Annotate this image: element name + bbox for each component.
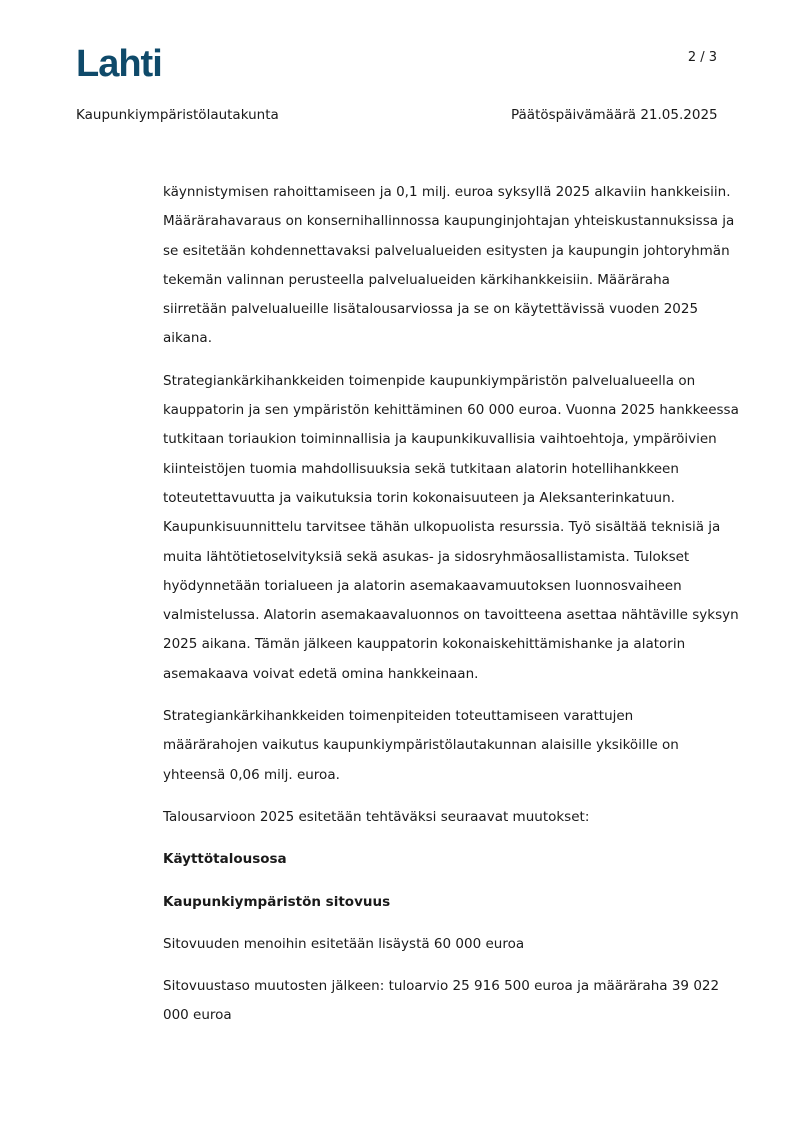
- text-line: Sitovuustaso muutosten jälkeen: tuloarvio 25 916 500 euroa ja määräraha 39 022: [163, 978, 720, 995]
- section-heading: [163, 888, 723, 917]
- section-heading: [163, 845, 723, 874]
- text-line: kauppatorin ja sen ympäristön kehittäminen 60 000 euroa. Vuonna 2025 hankkeessa: [163, 402, 739, 419]
- body-paragraph: [163, 367, 739, 689]
- text-line: tekemän valinnan perusteella palvelualueiden kärkihankkeisiin. Määräraha: [163, 271, 670, 288]
- text-line: Sitovuuden menoihin esitetään lisäystä 60 000 euroa: [163, 935, 525, 952]
- text-line: Käyttötalousosa: [163, 851, 287, 868]
- text-line: Määrärahavaraus on konsernihallinnossa kaupunginjohtajan yhteiskustannuksissa ja: [163, 213, 735, 230]
- body-paragraph: [163, 972, 723, 1031]
- body-paragraph: [163, 702, 723, 790]
- committee-name: Kaupunkiympäristölautakunta: [76, 107, 279, 123]
- text-line: toteutettavuutta ja vaikutuksia torin kokonaisuuteen ja Aleksanterinkatuun.: [163, 489, 675, 506]
- document-body: [163, 178, 739, 1031]
- text-line: Strategiankärkihankkeiden toimenpide kaupunkiympäristön palvelualueella on: [163, 372, 696, 389]
- body-paragraph: [163, 803, 723, 832]
- text-line: yhteensä 0,06 milj. euroa.: [163, 766, 340, 783]
- text-line: valmistelussa. Alatorin asemakaavaluonnos on tavoitteena asettaa nähtäville syksyn: [163, 607, 739, 624]
- text-line: kiinteistöjen tuomia mahdollisuuksia sekä tutkitaan alatorin hotellihankkeen: [163, 460, 679, 477]
- text-line: aikana.: [163, 330, 212, 347]
- logo-wordmark: Lahti: [76, 43, 162, 85]
- text-line: Strategiankärkihankkeiden toimenpiteiden toteuttamiseen varattujen: [163, 708, 634, 725]
- text-line: Kaupunkiympäristön sitovuus: [163, 893, 391, 910]
- text-line: Kaupunkisuunnittelu tarvitsee tähän ulkopuolista resurssia. Työ sisältää teknisiä ja: [163, 519, 721, 536]
- body-paragraph: [163, 930, 723, 959]
- text-line: käynnistymisen rahoittamiseen ja 0,1 milj. euroa syksyllä 2025 alkaviin hankkeisiin.: [163, 184, 731, 200]
- page-number: 2 / 3: [687, 50, 717, 65]
- text-line: 2025 aikana. Tämän jälkeen kauppatorin kokonaiskehittämishanke ja alatorin: [163, 636, 686, 653]
- body-paragraph: [163, 178, 735, 354]
- text-line: siirretään palvelualueille lisätalousarviossa ja se on käytettävissä vuoden 2025: [163, 301, 699, 318]
- text-line: Talousarvioon 2025 esitetään tehtäväksi seuraavat muutokset:: [163, 808, 590, 825]
- text-line: hyödynnetään torialueen ja alatorin asemakaavamuutoksen luonnosvaiheen: [163, 577, 682, 594]
- text-line: se esitetään kohdennettavaksi palvelualueiden esitysten ja kaupungin johtoryhmän: [163, 242, 730, 259]
- text-line: 000 euroa: [163, 1007, 232, 1024]
- lahti-logo: [76, 43, 171, 85]
- text-line: muita lähtötietoselvityksiä sekä asukas- ja sidosryhmäosallistamista. Tulokset: [163, 548, 690, 565]
- text-line: määrärahojen vaikutus kaupunkiympäristölautakunnan alaisille yksiköille on: [163, 737, 679, 754]
- text-line: tutkitaan toriaukion toiminnallisia ja kaupunkikuvallisia vaihtoehtoja, ympäröivien: [163, 431, 717, 448]
- text-line: asemakaava voivat edetä omina hankkeinaan.: [163, 665, 479, 682]
- decision-date: Päätöspäivämäärä 21.05.2025: [511, 107, 718, 123]
